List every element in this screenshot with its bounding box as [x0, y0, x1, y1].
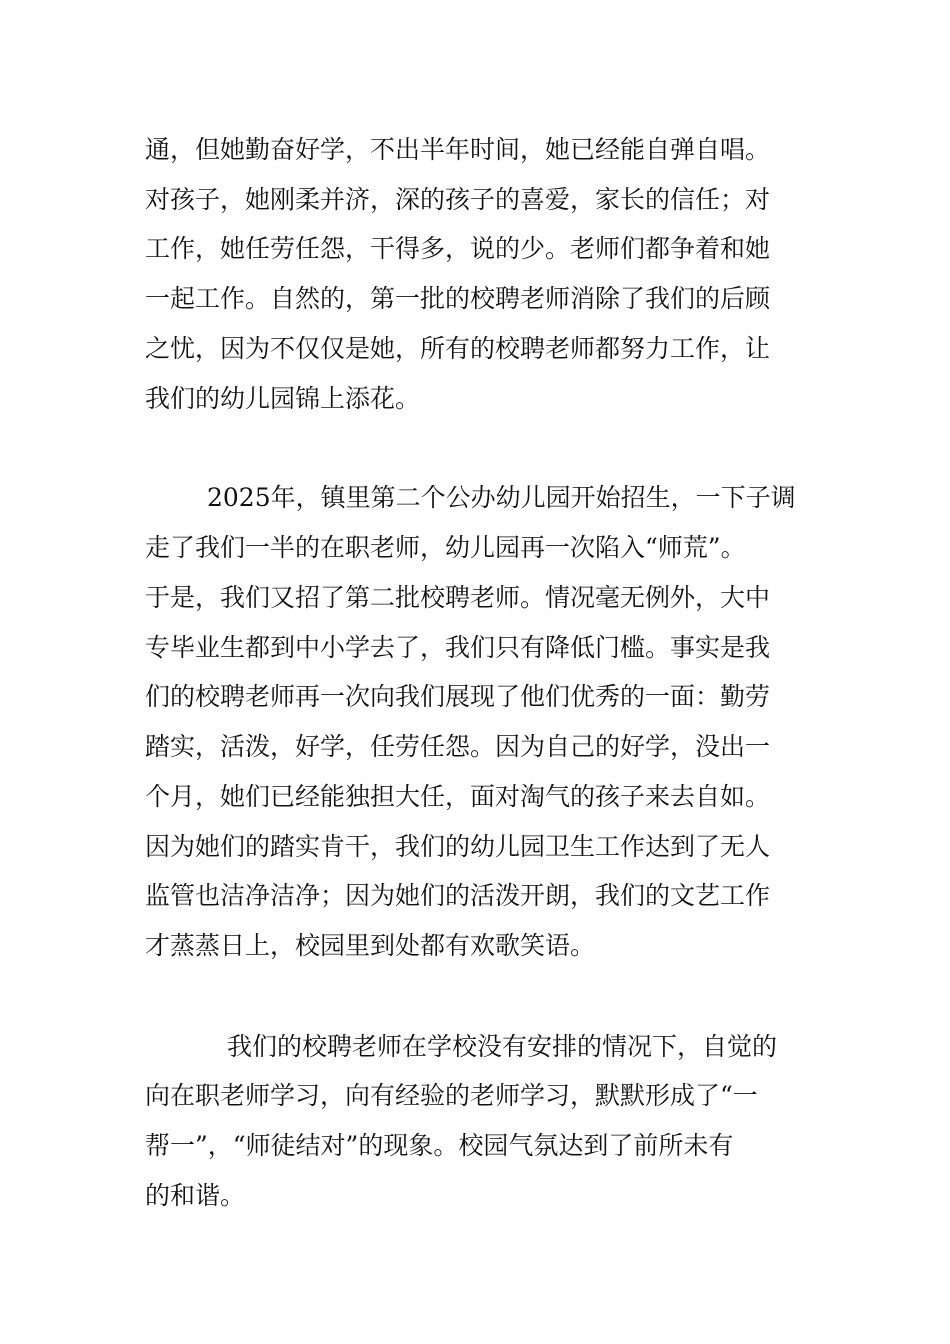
- paragraph-1-line-5: 之忧，因为不仅仅是她，所有的校聘老师都努力工作，让: [145, 334, 771, 363]
- paragraph-3-line-4: 的和谐。: [145, 1181, 246, 1210]
- paragraph-1-line-1: 通，但她勤奋好学，不出半年时间，她已经能自弹自唱。: [145, 135, 771, 164]
- paragraph-2-line-7: 个月，她们已经能独担大任，面对淘气的孩子来去自如。: [145, 782, 771, 811]
- paragraph-1-line-6: 我们的幼儿园锦上添花。: [145, 384, 421, 413]
- paragraph-2-line-10: 才蒸蒸日上，校园里到处都有欢歌笑语。: [145, 931, 596, 960]
- paragraph-2-line-6: 踏实，活泼，好学，任劳任怨。因为自己的好学，没出一: [145, 732, 771, 761]
- paragraph-2-line-8: 因为她们的踏实肯干，我们的幼儿园卫生工作达到了无人: [145, 832, 771, 861]
- paragraph-3-line-2: 向在职老师学习，向有经验的老师学习，默默形成了“一: [145, 1081, 758, 1110]
- paragraph-1-line-2: 对孩子，她刚柔并济，深的孩子的喜爱，家长的信任；对: [145, 185, 771, 214]
- paragraph-2-line-9: 监管也洁净洁净；因为她们的活泼开朗，我们的文艺工作: [145, 881, 771, 910]
- paragraph-3-line-1: 我们的校聘老师在学校没有安排的情况下，自觉的: [227, 1032, 778, 1061]
- paragraph-2-line-3: 于是，我们又招了第二批校聘老师。情况毫无例外，大中: [145, 583, 771, 612]
- paragraph-2-line-1: 2025年，镇里第二个公办幼儿园开始招生，一下子调: [207, 483, 796, 512]
- paragraph-2-line-4: 专毕业生都到中小学去了，我们只有降低门槛。事实是我: [145, 633, 771, 662]
- paragraph-2-line-2: 走了我们一半的在职老师，幼儿园再一次陷入“师荒”。: [145, 533, 746, 562]
- paragraph-2-line-5: 们的校聘老师再一次向我们展现了他们优秀的一面：勤劳: [145, 682, 771, 711]
- paragraph-1-line-3: 工作，她任劳任怨，干得多，说的少。老师们都争着和她: [145, 234, 771, 263]
- paragraph-3-line-3: 帮一”，“师徒结对”的现象。校园气氛达到了前所未有: [145, 1131, 734, 1160]
- paragraph-1-line-4: 一起工作。自然的，第一批的校聘老师消除了我们的后顾: [145, 284, 771, 313]
